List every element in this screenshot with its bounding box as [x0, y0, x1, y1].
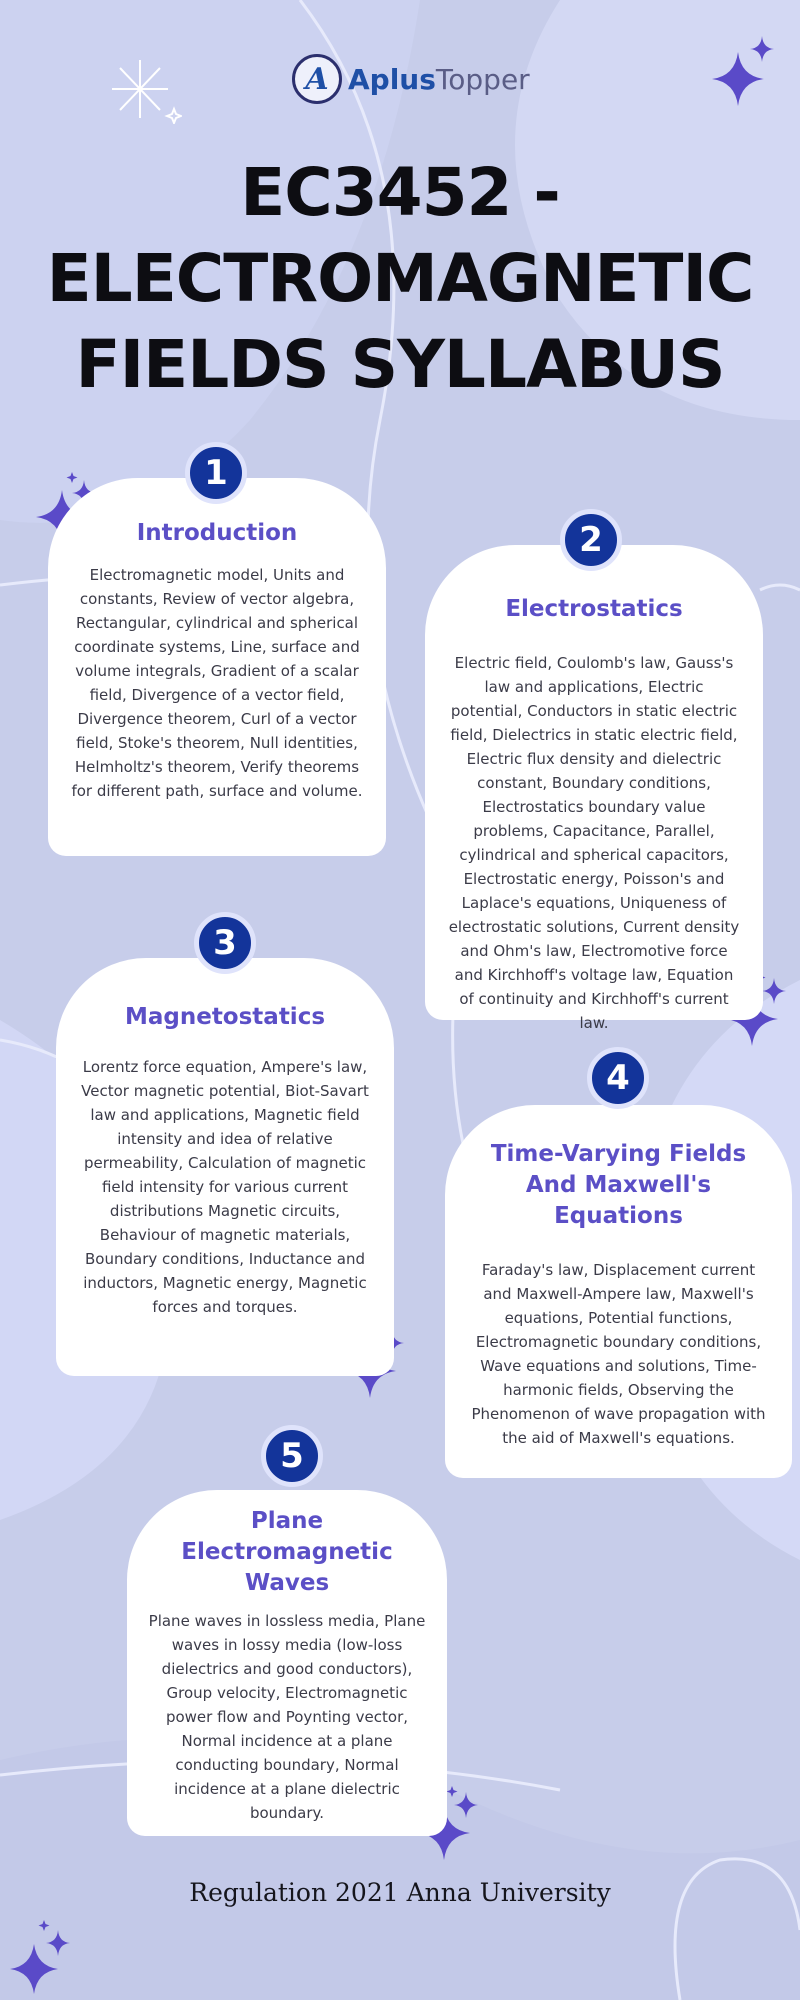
- logo-mark-icon: A: [292, 54, 342, 104]
- unit-number-badge: 2: [560, 509, 622, 571]
- unit-card-plane-electromagnetic-waves: [127, 1490, 447, 1836]
- unit-number-badge: 3: [194, 912, 256, 974]
- title-line-2: ELECTROMAGNETIC: [46, 240, 754, 317]
- unit-heading: Magnetostatics: [124, 1004, 326, 1030]
- unit-description: Electric field, Coulomb's law, Gauss's law and applications, Electric potential, Conductors in static electric field, Dielectrics in static electric field, Electric flux density and dielectric constant, Boundary conditions, Electrostatics boundary value problems, Capacitance, Parallel, cylindrical and spherical capacitors, Electrostatic energy, Poisson's and Laplace's equations, Uniqueness of electrostatic solutions, Current density and Ohm's law, Electromotive force and Kirchhoff's voltage law, Equation of continuity and Kirchhoff's current law.: [448, 654, 740, 1032]
- unit-description: Lorentz force equation, Ampere's law, Vector magnetic potential, Biot-Savart law and applications, Magnetic field intensity and idea of relative permeability, Calculation of magnetic field intensity for various current distributions Magnetic circuits, Behaviour of magnetic materials, Boundary conditions, Inductance and inductors, Magnetic energy, Magnetic forces and torques.: [81, 1058, 369, 1316]
- unit-heading: Plane Electromagnetic Waves: [181, 1508, 393, 1596]
- unit-card-introduction: [48, 478, 386, 856]
- unit-card-electrostatics: [425, 545, 763, 1032]
- unit-card-magnetostatics: [56, 958, 394, 1376]
- unit-card-time-varying-fields: [445, 1105, 792, 1478]
- sparkle-icon: [8, 1918, 74, 1998]
- logo-text-part1: Aplus: [348, 62, 436, 96]
- logo-wordmark: [348, 63, 530, 96]
- unit-number-badge: 4: [587, 1047, 649, 1109]
- unit-description: Electromagnetic model, Units and constants, Review of vector algebra, Rectangular, cylindrical and spherical coordinate systems, Line, surface and volume integrals, Gradient of a scalar field, Divergence of a vector field, Divergence theorem, Curl of a vector field, Stoke's theorem, Null identities, Helmholtz's theorem, Verify theorems for different path, surface and volume.: [71, 566, 363, 800]
- title-line-1: EC3452 -: [240, 154, 560, 231]
- brand-logo[interactable]: [292, 52, 530, 106]
- logo-text-part2: Topper: [435, 62, 530, 96]
- unit-number-badge: 1: [185, 442, 247, 504]
- unit-description: Plane waves in lossless media, Plane waves in lossy media (low-loss dielectrics and good conductors), Group velocity, Electromagnetic power flow and Poynting vector, Normal incidence at a plane conducting boundary, Normal incidence at a plane dielectric boundary.: [148, 1612, 426, 1822]
- unit-number-badge: 5: [261, 1425, 323, 1487]
- unit-heading: Introduction: [136, 520, 298, 546]
- footer-regulation: Regulation 2021 Anna University: [189, 1878, 611, 1907]
- page-title: [0, 150, 800, 408]
- unit-heading: Electrostatics: [505, 596, 683, 622]
- unit-heading: Time-Varying Fields And Maxwell's Equations: [490, 1141, 747, 1229]
- sparkle-icon: [708, 34, 778, 110]
- title-line-3: FIELDS SYLLABUS: [75, 326, 725, 403]
- burst-outline-icon: [106, 54, 182, 124]
- unit-description: Faraday's law, Displacement current and Maxwell-Ampere law, Maxwell's equations, Potential functions, Electromagnetic boundary conditions, Wave equations and solutions, Time-harmonic fields, Observing the Phenomenon of wave propagation with the aid of Maxwell's equations.: [471, 1261, 766, 1447]
